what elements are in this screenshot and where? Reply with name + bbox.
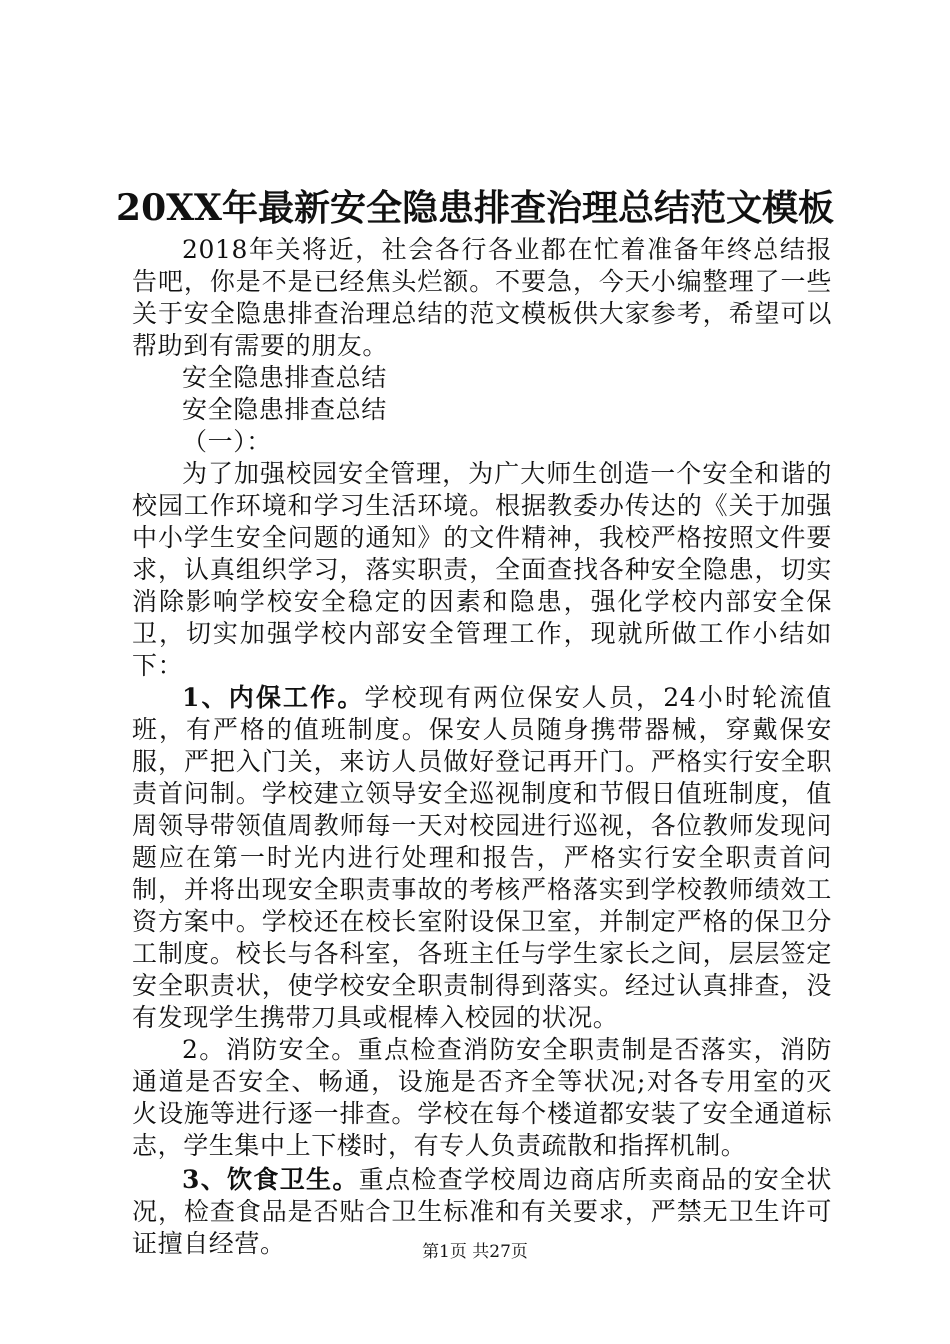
- section-heading: 安全隐患排查总结: [182, 395, 387, 424]
- document-title: 20XX年最新安全隐患排查治理总结范文模板: [116, 187, 834, 229]
- overview-paragraph: 为了加强校园安全管理，为广大师生创造一个安全和谐的校园工作环境和学习生活环境。根据教委办传达的《关于加强中小学生安全问题的通知》的文件精神，我校严格按照文件要求，认真组织学习，落实职责，全面查找各种安全隐患，切实消除影响学校安全稳定的因素和隐患，强化学校内部安全保卫，切实加强学校内部安全管理工作，现就所做工作小结如下：: [132, 459, 832, 680]
- intro-paragraph: 2018年关将近，社会各行各业都在忙着准备年终总结报告吧，你是不是已经焦头烂额。不要急，今天小编整理了一些关于安全隐患排查治理总结的范文模板供大家参考，希望可以帮助到有需要的朋友。: [132, 235, 832, 360]
- item-paragraph-2: 2。消防安全。重点检查消防安全职责制是否落实，消防通道是否安全、畅通，设施是否齐全等状况;对各专用室的灭火设施等进行逐一排查。学校在每个楼道都安装了安全通道标志，学生集中上下楼时，有专人负责疏散和指挥机制。: [132, 1035, 832, 1160]
- item-label: 1、内保工作。: [182, 683, 365, 712]
- document-body: [132, 234, 832, 1260]
- page-number: 第1页 共27页: [422, 1242, 528, 1262]
- section-marker: （一）：: [182, 427, 272, 456]
- item-text: 重点检查学校周边商店所卖商品的安全状况，检查食品是否贴合卫生标准和有关要求，严禁无卫生许可证擅自经营。: [132, 1165, 832, 1258]
- item-label: 3、饮食卫生。: [182, 1165, 359, 1194]
- item-paragraph-1: [132, 682, 832, 1034]
- section-heading: 安全隐患排查总结: [182, 363, 387, 392]
- item-text: 学校现有两位保安人员，24小时轮流值班，有严格的值班制度。保安人员随身携带器械，穿戴保安服，严把入门关，来访人员做好登记再开门。严格实行安全职责首问制。学校建立领导安全巡视制度和节假日值班制度，值周领导带领值周教师每一天对校园进行巡视，各位教师发现问题应在第一时光内进行处理和报告，严格实行安全职责首问制，并将出现安全职责事故的考核严格落实到学校教师绩效工资方案中。学校还在校长室附设保卫室，并制定严格的保卫分工制度。校长与各科室，各班主任与学生家长之间，层层签定安全职责状，使学校安全职责制得到落实。经过认真排查，没有发现学生携带刀具或棍棒入校园的状况。: [132, 683, 832, 1032]
